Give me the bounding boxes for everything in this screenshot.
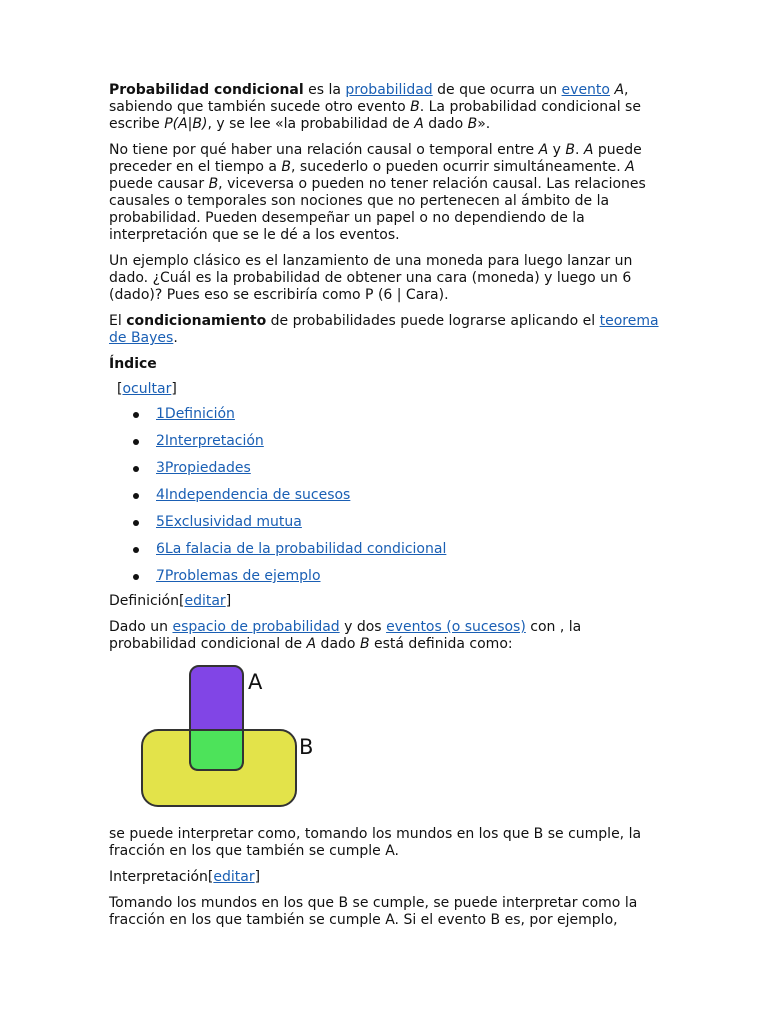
bayes-paragraph: El condicionamiento de probabilidades puede lograrse aplicando el teorema de Bayes. xyxy=(109,313,659,346)
toc-link[interactable]: 5Exclusividad mutua xyxy=(156,514,302,530)
toc-link[interactable]: 3Propiedades xyxy=(156,460,251,476)
interpretation-note: se puede interpretar como, tomando los mundos en los que B se cumple, la fracción en los que también se cumple A. xyxy=(109,826,642,859)
link-evento[interactable]: evento xyxy=(561,82,610,98)
notation: P(A|B) xyxy=(164,116,208,132)
table-of-contents xyxy=(109,406,669,595)
example-paragraph: Un ejemplo clásico es el lanzamiento de una moneda para luego lanzar un dado. ¿Cuál es la probabilidad de obtener una cara (moneda) y luego un 6 (dado)? Pues eso se escribiría como P (6 | Cara). xyxy=(109,253,633,303)
intersection-region xyxy=(190,730,243,770)
venn-diagram-svg xyxy=(109,664,349,814)
toc-item-problemas xyxy=(109,568,669,595)
edit-link[interactable]: editar xyxy=(184,593,226,609)
toc-link[interactable]: 6La falacia de la probabilidad condicional xyxy=(156,541,447,557)
toc-item-interpretacion xyxy=(109,433,669,460)
link-probabilidad[interactable]: probabilidad xyxy=(345,82,433,98)
term-probabilidad-condicional: Probabilidad condicional xyxy=(109,82,304,98)
link-eventos[interactable]: eventos (o sucesos) xyxy=(386,619,526,635)
bullet-icon xyxy=(133,439,139,445)
bullet-icon xyxy=(133,574,139,580)
toc-link[interactable]: 7Problemas de ejemplo xyxy=(156,568,321,584)
term-condicionamiento: condicionamiento xyxy=(126,313,267,329)
toc-item-falacia xyxy=(109,541,669,568)
toc-link[interactable]: 1Definición xyxy=(156,406,235,422)
toc-title: Índice xyxy=(109,356,157,372)
toc-item-propiedades xyxy=(109,460,669,487)
bullet-icon xyxy=(133,466,139,472)
intro-paragraph: Probabilidad condicional es la probabilidad de que ocurra un evento A, sabiendo que también sucede otro evento B. La probabilidad condicional se escribe P(A|B), y se lee «la probabilidad de A dado B». xyxy=(109,82,641,132)
section-heading-definicion: Definición[editar] xyxy=(109,593,232,609)
toc-item-definicion xyxy=(109,406,669,433)
toc-link[interactable]: 4Independencia de sucesos xyxy=(156,487,351,503)
toc-toggle: [ocultar] xyxy=(117,381,177,397)
interpretation-paragraph: Tomando los mundos en los que B se cumple, se puede interpretar como la fracción en los que también se cumple A. Si el evento B es, por ejemplo, xyxy=(109,895,638,928)
bullet-icon xyxy=(133,412,139,418)
toc-item-exclusividad xyxy=(109,514,669,541)
bullet-icon xyxy=(133,493,139,499)
toc-item-independencia xyxy=(109,487,669,514)
causal-paragraph: No tiene por qué haber una relación causal o temporal entre A y B. A puede preceder en el tiempo a B, sucederlo o pueden ocurrir simultáneamente. A puede causar B, viceversa o pueden no tener relación causal. Las relaciones causales o temporales son nociones que no pertenecen al ámbito de la probabilidad. Pueden desempeñar un papel o no dependiendo de la interpretación que se le dé a los eventos. xyxy=(109,142,646,243)
bullet-icon xyxy=(133,520,139,526)
link-teorema-de-bayes[interactable]: teorema de Bayes xyxy=(109,313,659,346)
label-a: A xyxy=(248,670,263,694)
toc-link[interactable]: 2Interpretación xyxy=(156,433,264,449)
definition-paragraph: Dado un espacio de probabilidad y dos eventos (o sucesos) con , la probabilidad condicional de A dado B está definida como: xyxy=(109,619,582,652)
link-espacio-de-probabilidad[interactable]: espacio de probabilidad xyxy=(172,619,340,635)
article-body xyxy=(109,82,669,929)
section-heading-interpretacion: Interpretación[editar] xyxy=(109,869,261,885)
toc-hide-link[interactable]: ocultar xyxy=(122,381,172,397)
venn-diagram xyxy=(109,664,669,814)
bullet-icon xyxy=(133,547,139,553)
edit-link[interactable]: editar xyxy=(213,869,255,885)
label-b: B xyxy=(299,735,314,759)
